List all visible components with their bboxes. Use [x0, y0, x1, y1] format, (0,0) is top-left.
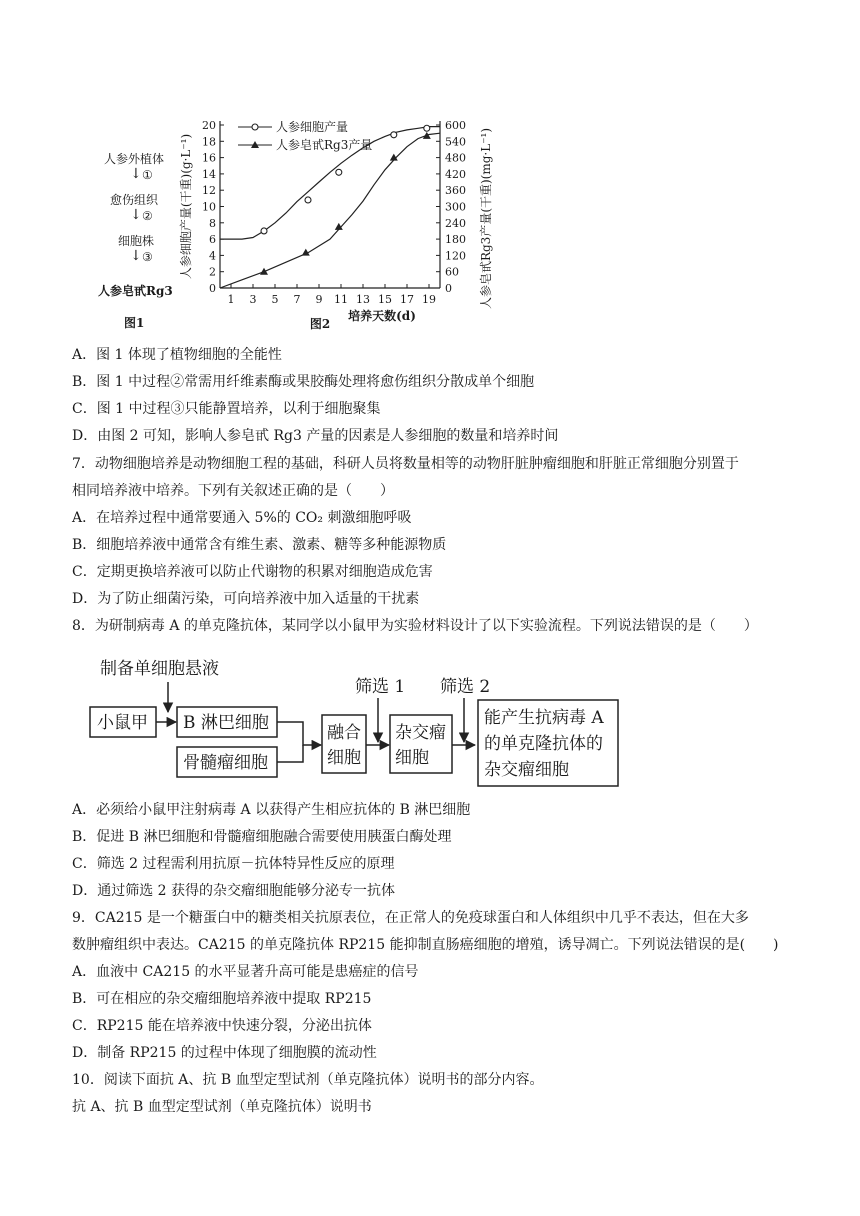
- q8-option-b: B．促进 B 淋巴细胞和骨髓瘤细胞融合需要使用胰蛋白酶处理: [72, 829, 452, 845]
- flow-result-text-1: 能产生抗病毒 A: [484, 708, 604, 728]
- y-left-tick-label: 8: [209, 216, 216, 230]
- y-left-tick-label: 6: [209, 233, 216, 247]
- fig2-caption: 图2: [309, 317, 331, 330]
- legend-cell-marker: [252, 124, 258, 130]
- y-left-tick-label: 18: [202, 135, 216, 149]
- y-right-tick-label: 0: [445, 282, 452, 295]
- flow-bcell-text: B 淋巴细胞: [183, 713, 269, 733]
- q6-option-c: C．图 1 中过程③只能静置培养，以利于细胞聚集: [72, 401, 381, 417]
- q7-stem-line2: 相同培养液中培养。下列有关叙述正确的是（ ）: [72, 483, 394, 499]
- flow-top-label: 制备单细胞悬液: [100, 659, 219, 679]
- cell-yield-point: [336, 169, 342, 175]
- fig1-step-callus: 愈伤组织: [110, 193, 159, 207]
- y-left-tick-label: 0: [209, 282, 216, 295]
- q10-title: 抗 A、抗 B 血型定型试剂（单克隆抗体）说明书: [72, 1099, 372, 1115]
- x-tick-label: 3: [249, 293, 257, 306]
- x-tick-label: 1: [227, 293, 235, 306]
- y-right-tick-label: 420: [445, 167, 466, 181]
- y-left-tick-label: 16: [202, 151, 216, 165]
- flow-fused-text-2: 细胞: [327, 748, 361, 768]
- q9-option-d: D．制备 RP215 的过程中体现了细胞膜的流动性: [72, 1045, 377, 1061]
- flow-hybrid-text-1: 杂交瘤: [395, 723, 446, 743]
- q8-option-d: D．通过筛选 2 获得的杂交瘤细胞能够分泌专一抗体: [72, 883, 396, 899]
- flow-fused-text-1: 融合: [327, 723, 361, 743]
- q7-option-a: A．在培养过程中通常要通入 5%的 CO₂ 刺激细胞呼吸: [72, 510, 412, 526]
- q9-option-a: A．血液中 CA215 的水平显著升高可能是患癌症的信号: [72, 964, 419, 980]
- q6-option-a: A．图 1 体现了植物细胞的全能性: [72, 347, 282, 363]
- q6-option-d: D．由图 2 可知，影响人参皂甙 Rg3 产量的因素是人参细胞的数量和培养时间: [72, 428, 559, 444]
- fig1-step-cellline: 细胞株: [118, 234, 155, 248]
- x-tick-label: 11: [334, 293, 348, 306]
- x-tick-label: 9: [315, 293, 323, 306]
- fig1-arrow-label-1: ①: [142, 168, 153, 182]
- q10-stem: 10．阅读下面抗 A、抗 B 血型定型试剂（单克隆抗体）说明书的部分内容。: [72, 1072, 544, 1088]
- y-left-axis-label: 人参细胞产量(干重)(g·L⁻¹): [179, 133, 193, 280]
- series-rg3-yield-line: [220, 133, 440, 288]
- y-left-tick-label: 12: [202, 184, 216, 198]
- rg3-yield-point: [260, 268, 268, 275]
- fig1-down-arrow: ↓: [130, 248, 142, 264]
- y-left-tick-label: 14: [202, 167, 216, 181]
- fig1-down-arrow: ↓: [130, 207, 142, 223]
- y-right-tick-label: 360: [445, 184, 466, 198]
- fig1-step-rg3: 人参皂甙Rg3: [98, 284, 173, 298]
- q9-stem-line1: 9．CA215 是一个糖蛋白中的糖类相关抗原表位，在正常人的免疫球蛋白和人体组织中几乎不表达，但在大多: [72, 910, 749, 926]
- flow-mouse-text: 小鼠甲: [97, 713, 148, 733]
- flow-result-text-3: 杂交瘤细胞: [484, 760, 569, 780]
- flow-hybrid-text-2: 细胞: [395, 748, 429, 768]
- legend-rg3-label: 人参皂甙Rg3产量: [276, 138, 373, 152]
- flow-screen1-label: 筛选 1: [355, 677, 406, 697]
- cell-yield-point: [391, 132, 397, 138]
- q7-option-b: B．细胞培养液中通常含有维生素、激素、糖等多种能源物质: [72, 537, 447, 553]
- x-tick-label: 13: [356, 293, 370, 306]
- fig1-step-explant: 人参外植体: [104, 152, 165, 166]
- q7-option-c: C．定期更换培养液可以防止代谢物的积累对细胞造成危害: [72, 564, 433, 580]
- q8-option-c: C．筛选 2 过程需利用抗原－抗体特异性反应的原理: [72, 856, 395, 872]
- q8-flow-diagram: [88, 650, 628, 790]
- fig1-caption: 图1: [124, 316, 145, 330]
- q6-option-b: B．图 1 中过程②常需用纤维素酶或果胶酶处理将愈伤组织分散成单个细胞: [72, 374, 535, 390]
- fig1-arrow-label-3: ③: [142, 250, 153, 264]
- x-tick-label: 19: [422, 293, 436, 306]
- y-right-tick-label: 60: [445, 265, 459, 279]
- y-left-tick-label: 20: [202, 119, 216, 132]
- y-right-axis-label: 人参皂甙Rg3产量(干重)(mg·L⁻¹): [479, 127, 493, 310]
- y-left-tick-label: 2: [209, 265, 216, 279]
- q9-stem-line2: 数肿瘤组织中表达。CA215 的单克隆抗体 RP215 能抑制直肠癌细胞的增殖，诱导凋亡。下列说法错误的是( ): [72, 937, 779, 953]
- flow-myeloma-text: 骨髓瘤细胞: [183, 753, 268, 773]
- q8-option-a: A．必须给小鼠甲注射病毒 A 以获得产生相应抗体的 B 淋巴细胞: [72, 802, 471, 818]
- flow-arrow-myeloma-fused: [277, 745, 303, 762]
- y-right-tick-label: 240: [445, 216, 466, 230]
- cell-yield-point: [424, 125, 430, 131]
- y-right-tick-label: 600: [445, 119, 466, 132]
- q8-stem: 8．为研制病毒 A 的单克隆抗体，某同学以小鼠甲为实验材料设计了以下实验流程。下列说法错误的是（ ）: [72, 618, 758, 634]
- cell-yield-point: [261, 228, 267, 234]
- q9-option-b: B．可在相应的杂交瘤细胞培养液中提取 RP215: [72, 991, 372, 1007]
- y-right-tick-label: 300: [445, 200, 466, 214]
- q9-option-c: C．RP215 能在培养液中快速分裂，分泌出抗体: [72, 1018, 372, 1034]
- fig1-down-arrow: ↓: [130, 166, 142, 182]
- cell-yield-point: [305, 197, 311, 203]
- x-axis-label: 培养天数(d): [348, 309, 416, 323]
- y-right-tick-label: 120: [445, 249, 466, 263]
- legend-cell-label: 人参细胞产量: [276, 120, 349, 134]
- x-tick-label: 15: [378, 293, 392, 306]
- q7-stem-line1: 7．动物细胞培养是动物细胞工程的基础，科研人员将数量相等的动物肝脏肿瘤细胞和肝脏正常细胞分别置于: [72, 456, 739, 472]
- rg3-yield-point: [423, 132, 431, 139]
- y-right-tick-label: 180: [445, 233, 466, 247]
- figure-2-chart: [170, 105, 510, 330]
- y-left-tick-label: 10: [202, 200, 216, 214]
- y-left-tick-label: 4: [209, 249, 216, 263]
- x-tick-label: 17: [400, 293, 414, 306]
- x-tick-label: 5: [271, 293, 279, 306]
- flow-screen2-label: 筛选 2: [440, 677, 491, 697]
- flow-result-text-2: 的单克隆抗体的: [484, 734, 603, 754]
- flow-arrow-bcell-fused: [277, 722, 321, 745]
- y-right-tick-label: 540: [445, 135, 466, 149]
- y-right-tick-label: 480: [445, 151, 466, 165]
- fig1-arrow-label-2: ②: [142, 209, 153, 223]
- q7-option-d: D．为了防止细菌污染，可向培养液中加入适量的干扰素: [72, 591, 420, 607]
- x-tick-label: 7: [293, 293, 301, 306]
